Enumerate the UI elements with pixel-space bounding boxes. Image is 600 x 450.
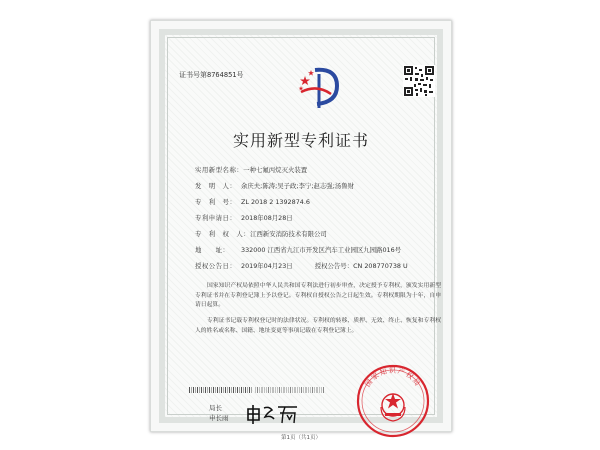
signer-name: 申长雨 [209, 414, 229, 422]
field-label: 专利申请日： [195, 214, 237, 222]
cnipa-logo-icon [297, 62, 345, 112]
official-seal-icon [355, 363, 431, 439]
field-invention-name [195, 166, 307, 174]
certificate-sheet [150, 20, 452, 441]
barcode-strip-icon [189, 387, 253, 393]
svg-text:国家知识产权局 [363, 366, 422, 389]
certificate-frame [159, 29, 443, 441]
seal-text: 国家知识产权局 [363, 366, 423, 389]
field-label: 实用新型名称： [195, 166, 244, 174]
certificate-title: 实用新型专利证书 [232, 131, 369, 150]
certificate-number: 证书号第8764851号 [179, 71, 244, 79]
qr-code-icon [403, 65, 435, 97]
field-label: 专 利 号： [195, 198, 237, 206]
handwritten-signature-icon [245, 403, 299, 425]
certificate-paragraph-2: 专利证书记载专利权登记时的法律状况。专利权的转移、质押、无效、终止、恢复和专利权人的姓名或名称、国籍、地址变更等事项记载在专利登记簿上。 [195, 318, 441, 334]
field-label: 授权公告日： [195, 262, 237, 270]
field-label: 发 明 人： [195, 182, 237, 190]
field-value: ZL 2018 2 1392874.6 [241, 198, 310, 206]
field-inventors [195, 182, 354, 190]
field-value: 2019年04月23日 [241, 262, 293, 270]
field-value: 332000 江西省九江市开发区汽车工业园区九园路016号 [241, 246, 402, 254]
field-application-date [195, 214, 293, 222]
field-value: 2018年08月28日 [241, 214, 293, 222]
field-patent-number [195, 198, 310, 206]
field-grant-date [195, 262, 408, 270]
barcode-strip-icon [255, 387, 325, 393]
field-value: 余庆夫;陈涛;吴子政;李宁;赵志强;汤鲁财 [241, 182, 355, 190]
signer-title: 局长 [209, 404, 222, 412]
field-value: 一种七氟丙烷灭火装置 [243, 166, 308, 174]
field-label: 地 址： [195, 246, 230, 254]
grant-number: CN 208770738 U [353, 262, 408, 270]
field-value: 江西新安消防技术有限公司 [250, 230, 327, 238]
field-patentee [195, 230, 327, 238]
certificate-paragraph-1: 国家知识产权局依照中华人民共和国专利法进行初步审查，决定授予专利权，颁发实用新型专利证书并在专利登记簿上予以登记。专利权自授权公告之日起生效。专利权期限为十年，自申请日起算。 [195, 283, 441, 308]
field-address [195, 246, 401, 254]
field-label: 专 利 权 人： [195, 230, 251, 238]
page-footer: 第1页（共1页） [281, 435, 321, 441]
grant-number-label: 授权公告号： [314, 262, 354, 270]
